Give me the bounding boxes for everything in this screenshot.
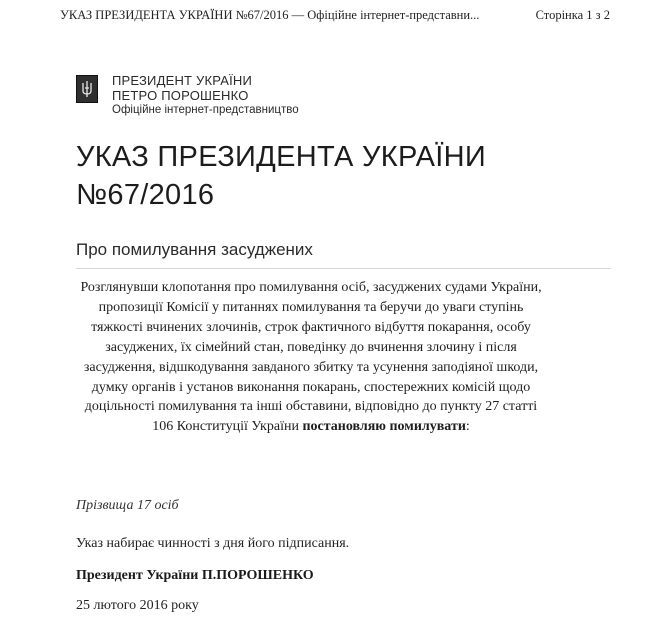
page-counter: Сторінка 1 з 2 [535, 8, 610, 22]
brand-title: ПРЕЗИДЕНТ УКРАЇНИ [112, 73, 253, 88]
document-date: 25 лютого 2016 року [76, 598, 199, 613]
page-title [76, 138, 486, 214]
site-brand[interactable] [76, 73, 299, 118]
trident-icon [76, 75, 98, 103]
trident-glyph [81, 80, 93, 98]
signature: Президент України П.ПОРОШЕНКО [76, 568, 314, 583]
title-line-1: УКАЗ ПРЕЗИДЕНТА УКРАЇНИ [76, 141, 487, 173]
decree-verb: постановляю помилувати [302, 419, 466, 435]
decree-colon: : [465, 419, 470, 435]
print-header [60, 8, 610, 23]
document-preamble [76, 278, 546, 437]
print-header-title: УКАЗ ПРЕЗИДЕНТА УКРАЇНИ №67/2016 — Офіційне інтернет-представни... [60, 8, 480, 22]
preamble-text: Розглянувши клопотання про помилування осіб, засуджених судами України, пропозиції Комісії у питаннях помилування та беручи до уваги ступінь тяжкості вчинених злочинів, строк фактичного відбуття покарання, особу засуджених, їх сімейний стан, поведінку до вчинення злочину і після засудження, відшкодування завданого збитку та усунення заподіяної шкоди, думку органів і установ виконання покарань, спостережних комісій щодо доцільності помилування та інші обставини, відповідно до пункту 27 статті 106 Конституції України [80, 280, 542, 435]
effect-clause: Указ набирає чинності з дня його підписання. [76, 536, 350, 551]
divider [76, 268, 611, 269]
brand-tagline: Офіційне інтернет-представництво [112, 104, 299, 116]
surnames-note: Прізвища 17 осіб [76, 498, 179, 513]
title-line-2: №67/2016 [76, 179, 215, 211]
document-subtitle: Про помилування засуджених [76, 240, 313, 259]
brand-name: ПЕТРО ПОРОШЕНКО [112, 88, 249, 103]
brand-text [112, 73, 299, 118]
